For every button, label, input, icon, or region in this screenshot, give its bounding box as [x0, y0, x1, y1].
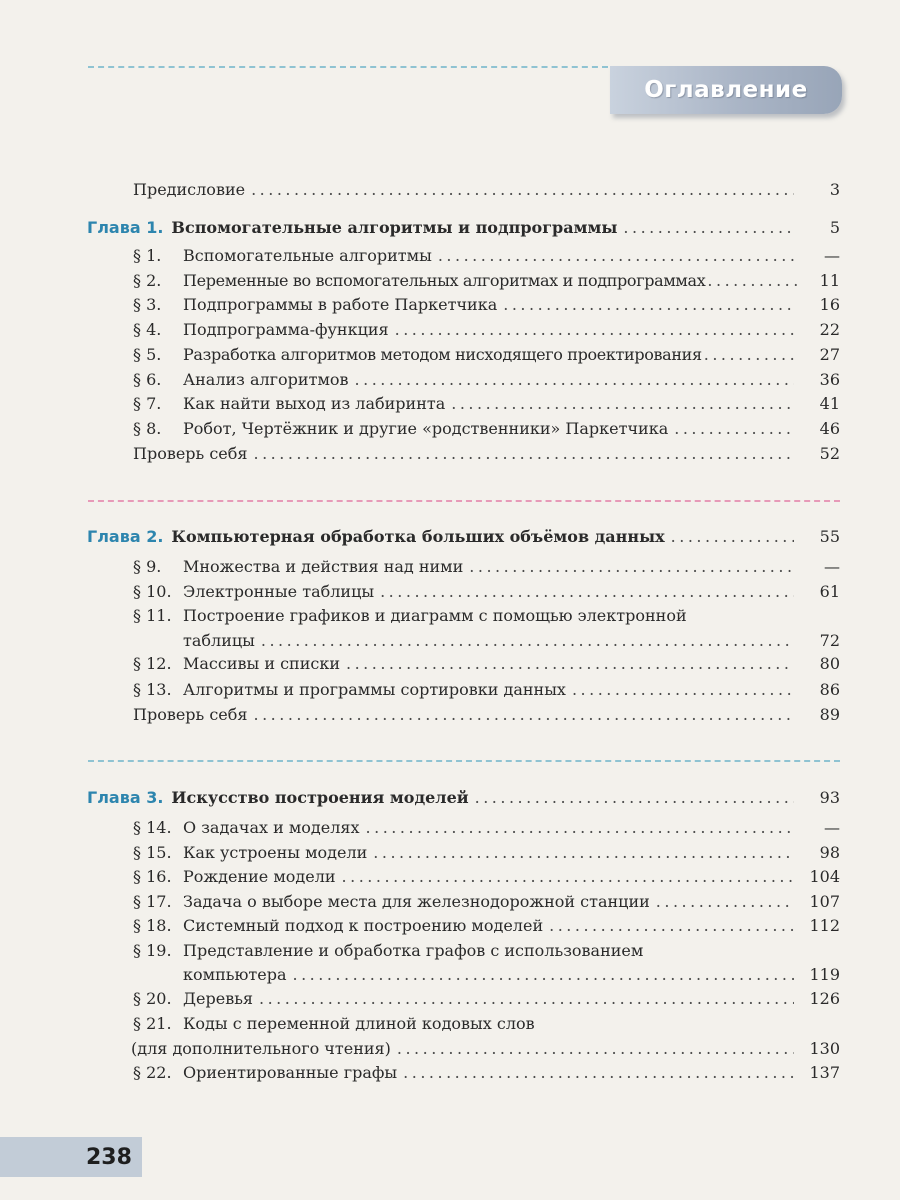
section-page: — — [824, 818, 840, 837]
leader-dots — [292, 962, 794, 987]
toc-entry-s2[interactable] — [0, 268, 840, 293]
section-title: Робот, Чертёжник и другие «родственники» Паркетчика — [183, 419, 669, 438]
leader-dots — [259, 986, 794, 1011]
page-title: Оглавление — [644, 77, 808, 103]
toc-entry-s15[interactable] — [0, 840, 840, 865]
toc-entry-s16[interactable] — [0, 864, 840, 889]
toc-entry-s19[interactable] — [0, 962, 840, 987]
section-title: Электронные таблицы — [183, 582, 375, 601]
section-page: 16 — [819, 295, 840, 314]
section-number: § 11. — [133, 606, 172, 625]
section-title: Массивы и списки — [183, 654, 340, 673]
leader-dots — [254, 441, 795, 466]
section-page: 61 — [819, 582, 840, 601]
section-number: § 19. — [133, 941, 172, 960]
leader-dots — [342, 864, 794, 889]
chapter-2-heading[interactable] — [0, 524, 840, 549]
chapter-2-number: Глава 2. — [87, 527, 164, 546]
toc-entry-preface[interactable] — [0, 177, 840, 202]
section-page: 80 — [819, 654, 840, 673]
leader-dots — [503, 292, 794, 317]
toc-entry-s9[interactable] — [0, 554, 840, 579]
section-title: Как найти выход из лабиринта — [183, 394, 446, 413]
section-number: § 10. — [133, 582, 172, 601]
section-title: Ориентированные графы — [183, 1063, 398, 1082]
section-page: 130 — [809, 1039, 840, 1058]
section-number: § 15. — [133, 843, 172, 862]
toc-entry-s4[interactable] — [0, 317, 840, 342]
chapter-1-page: 5 — [829, 218, 840, 237]
section-title: Алгоритмы и программы сортировки данных — [183, 680, 566, 699]
section-number: § 21. — [133, 1014, 172, 1033]
section-number: § 5. — [133, 345, 162, 364]
leader-dots — [656, 889, 794, 914]
section-page: 11 — [819, 271, 840, 290]
chapter-divider — [88, 760, 840, 762]
toc-entry-s21-first-line[interactable] — [133, 1011, 535, 1036]
leader-dots — [373, 840, 794, 865]
section-title: Системный подход к построению моделей — [183, 916, 544, 935]
toc-entry-s8[interactable] — [0, 416, 840, 441]
leader-dots — [366, 815, 794, 840]
section-page: 119 — [809, 965, 840, 984]
chapter-3-page: 93 — [819, 788, 840, 807]
section-title: Деревья — [183, 989, 253, 1008]
toc-entry-s19-first-line[interactable] — [133, 938, 643, 963]
section-page: 126 — [809, 989, 840, 1008]
leader-dots — [674, 416, 794, 441]
section-title: Подпрограмма-функция — [183, 320, 389, 339]
section-number: § 1. — [133, 246, 162, 265]
chapter-divider — [88, 500, 840, 502]
check-page: 52 — [819, 444, 840, 463]
check-page: 89 — [819, 705, 840, 724]
toc-entry-s13[interactable] — [0, 677, 840, 702]
leader-dots — [475, 785, 794, 810]
leader-dots — [346, 651, 794, 676]
toc-title-banner — [610, 66, 842, 114]
toc-entry-s3[interactable] — [0, 292, 840, 317]
page-number-badge — [0, 1137, 142, 1177]
leader-dots — [355, 367, 794, 392]
section-number: § 2. — [133, 271, 162, 290]
section-title: О задачах и моделях — [183, 818, 360, 837]
leader-dots — [395, 317, 794, 342]
section-title: Задача о выборе места для железнодорожной станции — [183, 892, 650, 911]
section-title: Разработка алгоритмов методом нисходящего проектирования — [183, 345, 702, 364]
toc-entry-s20[interactable] — [0, 986, 840, 1011]
toc-entry-s5[interactable] — [0, 342, 840, 367]
section-title: Рождение модели — [183, 867, 336, 886]
preface-page: 3 — [829, 180, 840, 199]
section-page: 86 — [819, 680, 840, 699]
leader-dots — [251, 177, 794, 202]
section-page: — — [824, 557, 840, 576]
toc-entry-s7[interactable] — [0, 391, 840, 416]
chapter-2-page: 55 — [819, 527, 840, 546]
toc-entry-s18[interactable] — [0, 913, 840, 938]
section-page: 137 — [809, 1063, 840, 1082]
section-number: § 16. — [133, 867, 172, 886]
section-title: Подпрограммы в работе Паркетчика — [183, 295, 498, 314]
section-number: § 12. — [133, 654, 172, 673]
section-page: 104 — [809, 867, 840, 886]
section-number: § 13. — [133, 680, 172, 699]
leader-dots — [704, 342, 798, 367]
leader-dots — [261, 628, 794, 653]
section-title: Переменные во вспомогательных алгоритмах и подпрограммах — [183, 271, 706, 290]
section-number: § 18. — [133, 916, 172, 935]
toc-entry-s17[interactable] — [0, 889, 840, 914]
section-number: § 14. — [133, 818, 172, 837]
section-title: Коды с переменной длиной кодовых слов — [183, 1014, 535, 1033]
leader-dots — [671, 524, 794, 549]
toc-entry-s10[interactable] — [0, 579, 840, 604]
leader-dots — [403, 1060, 794, 1085]
chapter-2-title: Компьютерная обработка больших объёмов данных — [171, 527, 665, 546]
leader-dots — [623, 215, 794, 240]
section-title-continued: таблицы — [183, 631, 255, 650]
section-page: — — [824, 246, 840, 265]
section-title: Построение графиков и диаграмм с помощью электронной — [183, 606, 687, 625]
leader-dots — [380, 579, 794, 604]
preface-label: Предисловие — [133, 180, 246, 199]
chapter-1-heading[interactable] — [0, 215, 840, 240]
section-number: § 6. — [133, 370, 162, 389]
section-title: Анализ алгоритмов — [183, 370, 349, 389]
section-title: Как устроены модели — [183, 843, 368, 862]
section-number: § 7. — [133, 394, 162, 413]
leader-dots — [254, 702, 795, 727]
section-number: § 3. — [133, 295, 162, 314]
top-divider — [88, 66, 608, 68]
section-page: 98 — [819, 843, 840, 862]
toc-entry-s11[interactable] — [0, 628, 840, 653]
leader-dots — [572, 677, 794, 702]
leader-dots — [438, 243, 794, 268]
chapter-3-number: Глава 3. — [87, 788, 164, 807]
leader-dots — [397, 1036, 794, 1061]
section-title-continued: (для дополнительного чтения) — [131, 1039, 391, 1058]
chapter-3-heading[interactable] — [0, 785, 840, 810]
page-number: 238 — [86, 1144, 132, 1170]
toc-entry-s1[interactable] — [0, 243, 840, 268]
chapter-1-number: Глава 1. — [87, 218, 164, 237]
section-page: 107 — [809, 892, 840, 911]
toc-entry-s14[interactable] — [0, 815, 840, 840]
section-page: 27 — [819, 345, 840, 364]
toc-entry-check-2[interactable] — [0, 702, 840, 727]
toc-entry-s11-first-line[interactable] — [133, 603, 687, 628]
check-label: Проверь себя — [133, 444, 248, 463]
section-page: 72 — [819, 631, 840, 650]
section-title: Множества и действия над ними — [183, 557, 464, 576]
section-page: 22 — [819, 320, 840, 339]
leader-dots — [451, 391, 794, 416]
chapter-1-title: Вспомогательные алгоритмы и подпрограммы — [171, 218, 618, 237]
toc-entry-s21[interactable] — [0, 1036, 840, 1061]
section-page: 112 — [809, 916, 840, 935]
toc-entry-check-1[interactable] — [0, 441, 840, 466]
check-label: Проверь себя — [133, 705, 248, 724]
section-number: § 22. — [133, 1063, 172, 1082]
section-title: Вспомогательные алгоритмы — [183, 246, 432, 265]
section-title-continued: компьютера — [183, 965, 287, 984]
toc-entry-s12[interactable] — [0, 651, 840, 676]
section-number: § 20. — [133, 989, 172, 1008]
leader-dots — [549, 913, 794, 938]
section-number: § 4. — [133, 320, 162, 339]
section-title: Представление и обработка графов с использованием — [183, 941, 644, 960]
section-page: 41 — [819, 394, 840, 413]
section-number: § 9. — [133, 557, 162, 576]
leader-dots — [469, 554, 794, 579]
chapter-3-title: Искусство построения моделей — [171, 788, 469, 807]
section-page: 46 — [819, 419, 840, 438]
section-page: 36 — [819, 370, 840, 389]
leader-dots — [707, 268, 798, 293]
section-number: § 17. — [133, 892, 172, 911]
toc-entry-s6[interactable] — [0, 367, 840, 392]
section-number: § 8. — [133, 419, 162, 438]
toc-entry-s22[interactable] — [0, 1060, 840, 1085]
